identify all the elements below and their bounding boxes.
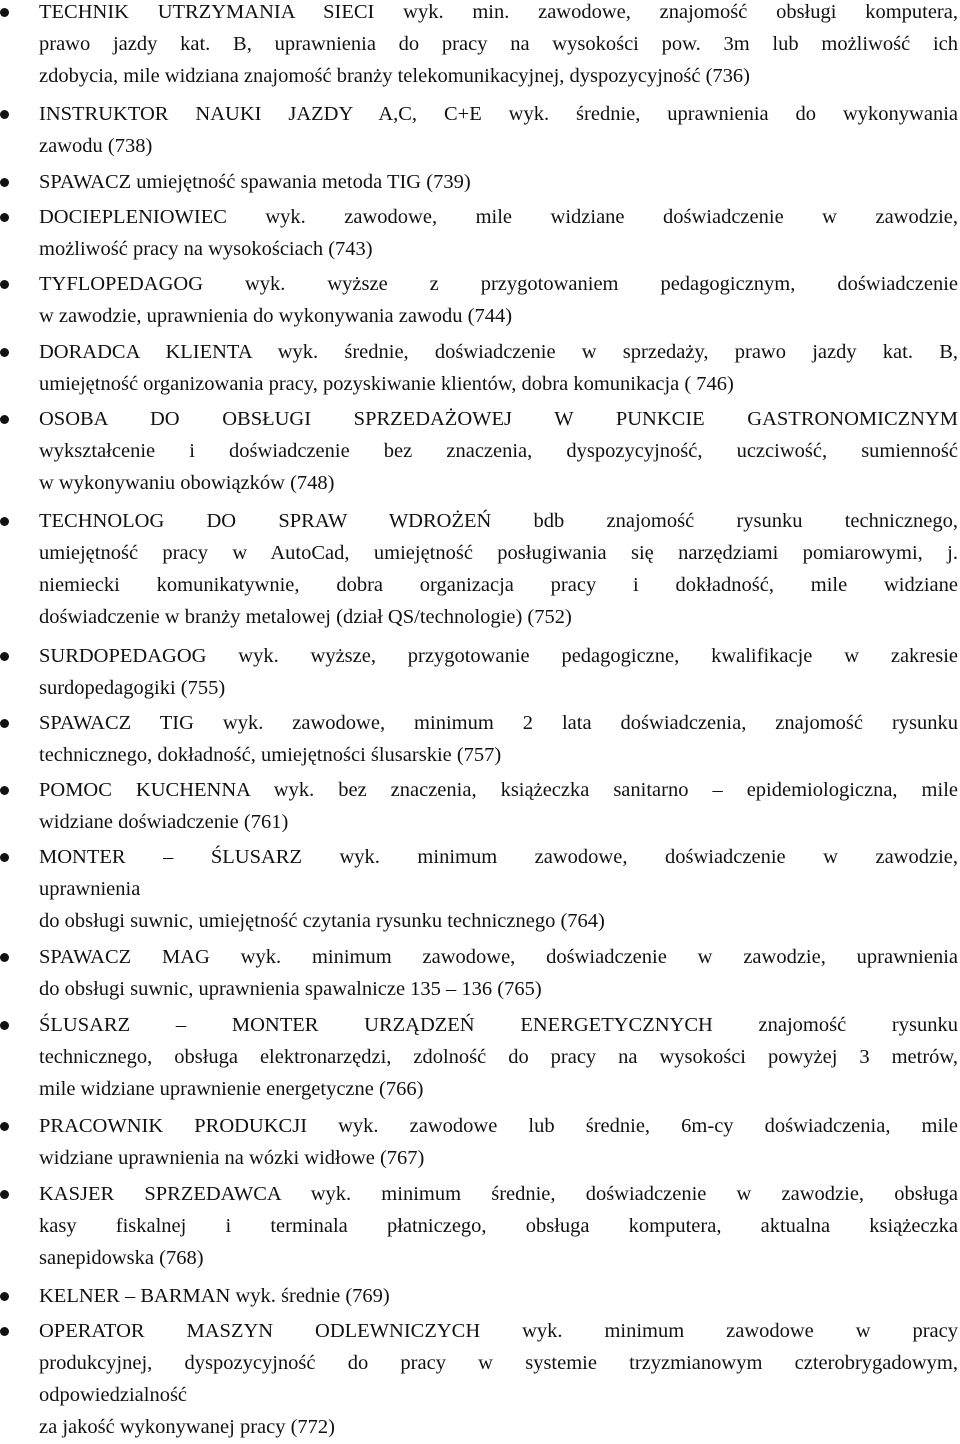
item-line: technicznego, obsługa elektronarzędzi, zdolność do pracy na wysokości powyżej 3 metrów,	[39, 1046, 958, 1068]
item-line: KELNER – BARMAN wyk. średnie (769)	[39, 1285, 390, 1307]
item-line: w wykonywaniu obowiązków (748)	[39, 472, 335, 494]
bullet-icon	[0, 786, 9, 795]
bullet-icon	[0, 178, 9, 187]
item-line: produkcyjnej, dyspozycyjność do pracy w systemie trzyzmianowym czterobrygadowym,	[39, 1352, 958, 1374]
bullet-icon	[0, 8, 9, 17]
item-line: TYFLOPEDAGOG wyk. wyższe z przygotowaniem pedagogicznym, doświadczenie	[39, 273, 958, 295]
item-line: zdobycia, mile widziana znajomość branży telekomunikacyjnej, dyspozycyjność (736)	[39, 65, 751, 87]
item-line: DORADCA KLIENTA wyk. średnie, doświadczenie w sprzedaży, prawo jazdy kat. B,	[39, 341, 958, 363]
item-line: w zawodzie, uprawnienia do wykonywania zawodu (744)	[39, 305, 513, 327]
item-line: SURDOPEDAGOG wyk. wyższe, przygotowanie pedagogiczne, kwalifikacje w zakresie	[39, 645, 958, 667]
item-line: SPAWACZ umiejętność spawania metoda TIG (739)	[39, 171, 471, 193]
item-line: uprawnienia	[39, 878, 141, 900]
item-line: widziane uprawnienia na wózki widłowe (767)	[39, 1147, 425, 1169]
item-line: OPERATOR MASZYN ODLEWNICZYCH wyk. minimum zawodowe w pracy	[39, 1320, 958, 1342]
item-line: prawo jazdy kat. B, uprawnienia do pracy na wysokości pow. 3m lub możliwość ich	[39, 33, 958, 55]
bullet-icon	[0, 348, 9, 357]
bullet-icon	[0, 719, 9, 728]
item-line: widziane doświadczenie (761)	[39, 811, 289, 833]
item-line: wykształcenie i doświadczenie bez znaczenia, dyspozycyjność, uczciwość, sumienność	[39, 440, 958, 462]
bullet-icon	[0, 1292, 9, 1301]
bullet-icon	[0, 213, 9, 222]
item-line: TECHNIK UTRZYMANIA SIECI wyk. min. zawodowe, znajomość obsługi komputera,	[39, 1, 958, 23]
item-line: technicznego, dokładność, umiejętności ślusarskie (757)	[39, 744, 502, 766]
item-line: doświadczenie w branży metalowej (dział QS/technologie) (752)	[39, 606, 572, 628]
item-line: TECHNOLOG DO SPRAW WDROŻEŃ bdb znajomość rysunku technicznego,	[39, 510, 958, 532]
item-line: niemiecki komunikatywnie, dobra organizacja pracy i dokładność, mile widziane	[39, 574, 958, 596]
item-line: SPAWACZ MAG wyk. minimum zawodowe, doświadczenie w zawodzie, uprawnienia	[39, 946, 958, 968]
item-line: INSTRUKTOR NAUKI JAZDY A,C, C+E wyk. średnie, uprawnienia do wykonywania	[39, 103, 958, 125]
bullet-icon	[0, 1122, 9, 1131]
item-line: za jakość wykonywanej pracy (772)	[39, 1416, 335, 1438]
item-line: PRACOWNIK PRODUKCJI wyk. zawodowe lub średnie, 6m-cy doświadczenia, mile	[39, 1115, 958, 1137]
item-line: sanepidowska (768)	[39, 1247, 204, 1269]
bullet-icon	[0, 953, 9, 962]
item-line: DOCIEPLENIOWIEC wyk. zawodowe, mile widziane doświadczenie w zawodzie,	[39, 206, 958, 228]
bullet-icon	[0, 853, 9, 862]
bullet-icon	[0, 1021, 9, 1030]
item-line: KASJER SPRZEDAWCA wyk. minimum średnie, doświadczenie w zawodzie, obsługa	[39, 1183, 958, 1205]
item-line: zawodu (738)	[39, 135, 153, 157]
bullet-icon	[0, 280, 9, 289]
bullet-icon	[0, 652, 9, 661]
item-line: odpowiedzialność	[39, 1384, 188, 1406]
item-line: SPAWACZ TIG wyk. zawodowe, minimum 2 lata doświadczenia, znajomość rysunku	[39, 712, 958, 734]
item-line: POMOC KUCHENNA wyk. bez znaczenia, książeczka sanitarno – epidemiologiczna, mile	[39, 779, 958, 801]
item-line: kasy fiskalnej i terminala płatniczego, obsługa komputera, aktualna książeczka	[39, 1215, 958, 1237]
item-line: umiejętność organizowania pracy, pozyskiwanie klientów, dobra komunikacja ( 746)	[39, 373, 734, 395]
item-line: MONTER – ŚLUSARZ wyk. minimum zawodowe, doświadczenie w zawodzie,	[39, 846, 958, 868]
bullet-icon	[0, 1327, 9, 1336]
item-line: do obsługi suwnic, umiejętność czytania rysunku technicznego (764)	[39, 910, 605, 932]
item-line: możliwość pracy na wysokościach (743)	[39, 238, 373, 260]
bullet-icon	[0, 517, 9, 526]
item-line: OSOBA DO OBSŁUGI SPRZEDAŻOWEJ W PUNKCIE GASTRONOMICZNYM	[39, 408, 958, 430]
item-line: do obsługi suwnic, uprawnienia spawalnicze 135 – 136 (765)	[39, 978, 542, 1000]
bullet-icon	[0, 110, 9, 119]
item-line: surdopedagogiki (755)	[39, 677, 226, 699]
item-line: ŚLUSARZ – MONTER URZĄDZEŃ ENERGETYCZNYCH znajomość rysunku	[39, 1014, 958, 1036]
item-line: mile widziane uprawnienie energetyczne (766)	[39, 1078, 424, 1100]
item-line: umiejętność pracy w AutoCad, umiejętność posługiwania się narzędziami pomiarowymi, j.	[39, 542, 958, 564]
bullet-icon	[0, 1190, 9, 1199]
bullet-icon	[0, 415, 9, 424]
